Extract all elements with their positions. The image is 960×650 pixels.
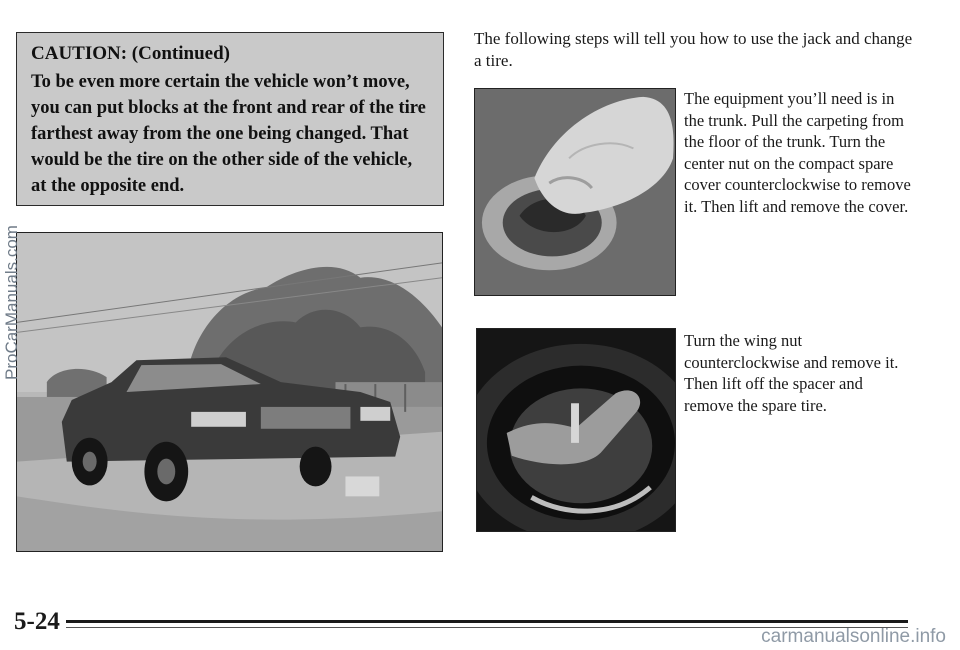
caution-text: To be even more certain the vehicle won’t move, you can put blocks at the front and rear of the tire farthest away from the one being changed. That would be the tire on the other side of the vehicle, at the opposite end. bbox=[31, 72, 426, 196]
parked-car-illustration bbox=[17, 233, 442, 551]
side-watermark-text: ProCarManuals.com bbox=[2, 225, 21, 380]
step-1-text: The equipment you’ll need is in the trunk. Pull the carpeting from the floor of the trunk. Turn the center nut on the compact spare cover counterclockwise to remove it. Then lift and remove the cover. bbox=[684, 89, 911, 216]
bottom-watermark: carmanualsonline.info bbox=[761, 626, 946, 647]
wing-nut-illustration bbox=[477, 329, 675, 531]
spare-cover-illustration bbox=[475, 89, 675, 295]
wing-nut-photo bbox=[476, 328, 676, 532]
spare-cover-photo bbox=[474, 88, 676, 296]
page-number: 5-24 bbox=[14, 608, 60, 635]
step-2-text: Turn the wing nut counterclockwise and remove it. Then lift off the spacer and remove the spare tire. bbox=[684, 331, 899, 415]
caution-title: CAUTION: (Continued) bbox=[31, 43, 230, 64]
intro-text: The following steps will tell you how to use the jack and change a tire. bbox=[474, 29, 913, 70]
parked-car-photo bbox=[16, 232, 443, 552]
footer-rule bbox=[66, 620, 908, 623]
caution-box bbox=[16, 32, 444, 206]
